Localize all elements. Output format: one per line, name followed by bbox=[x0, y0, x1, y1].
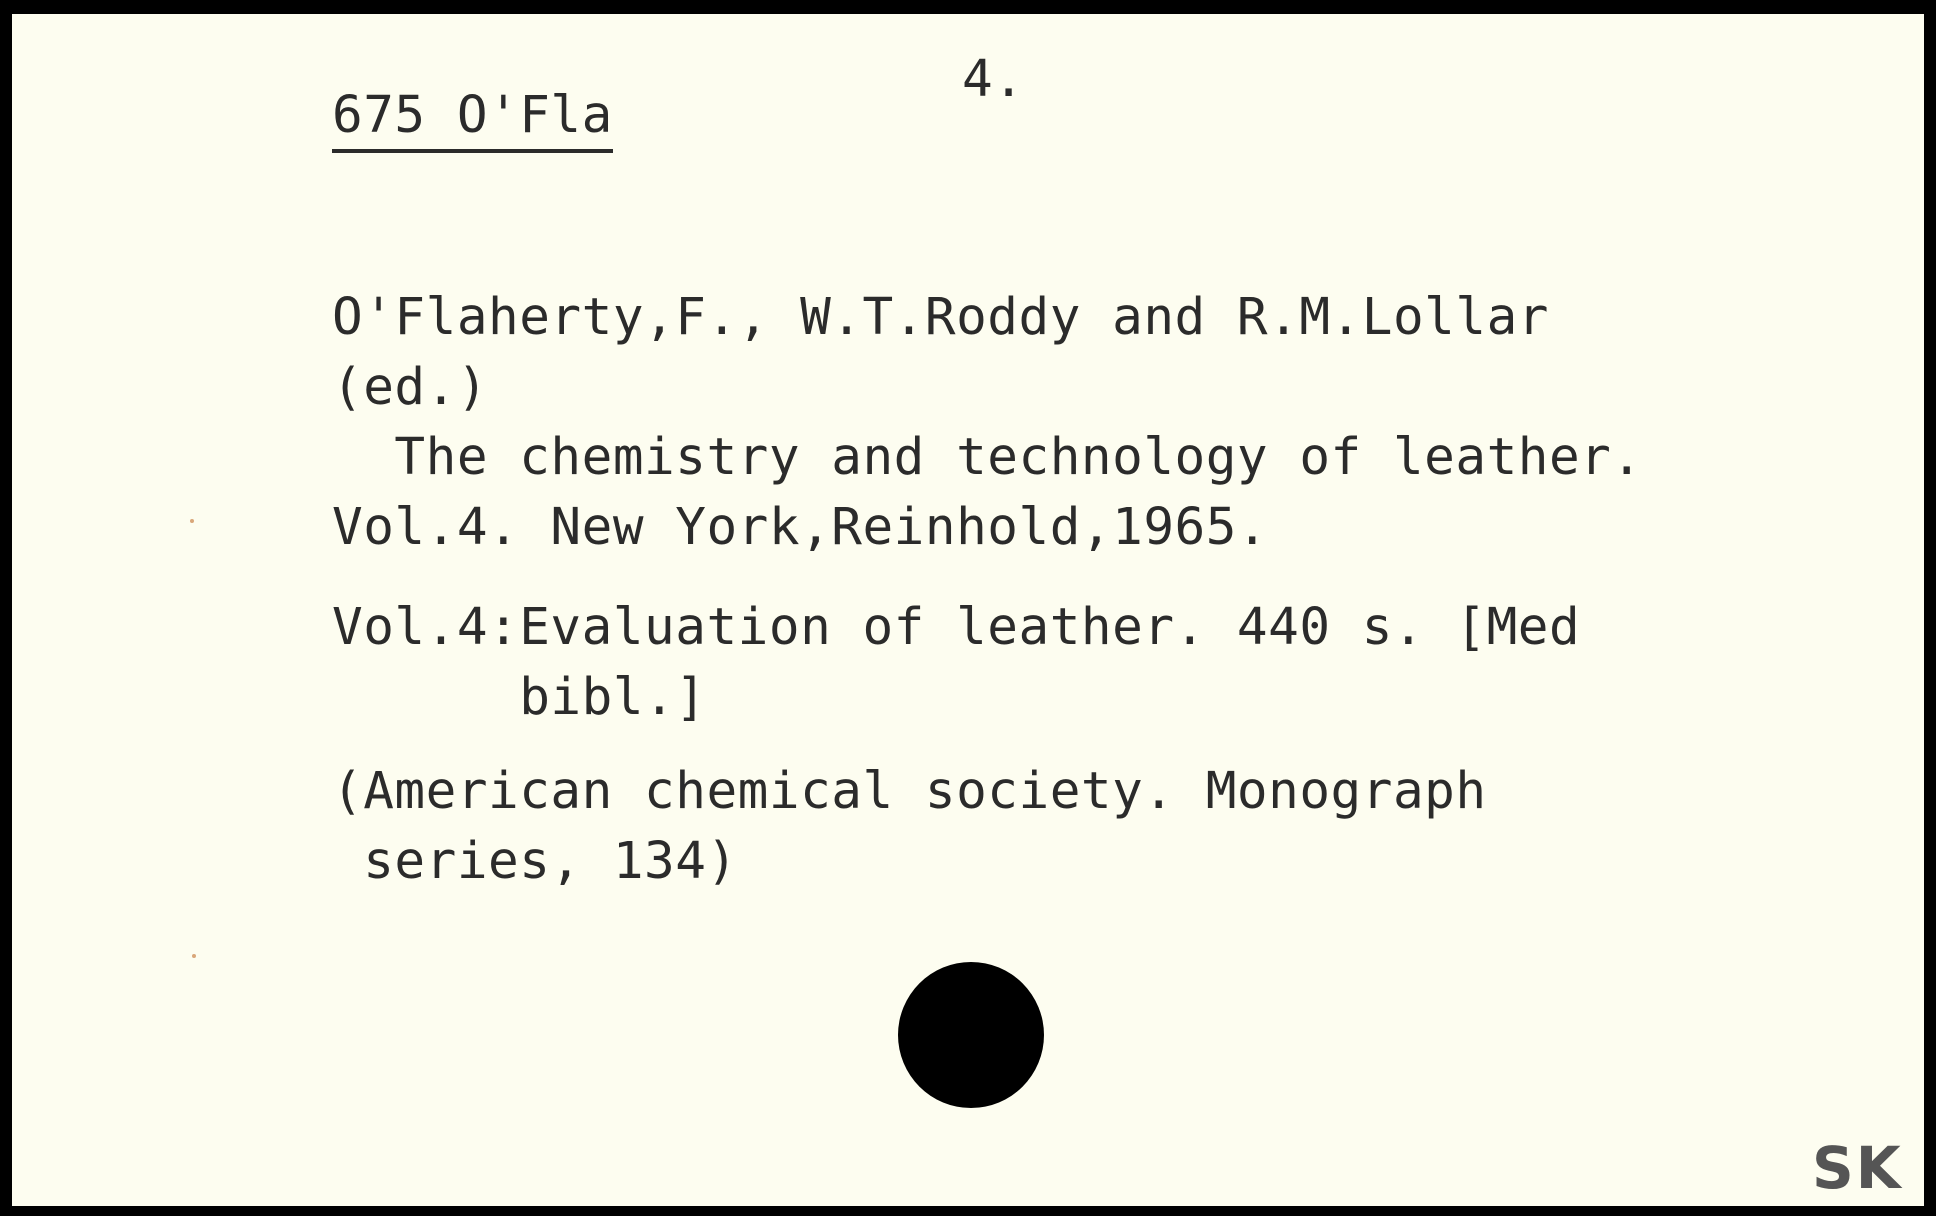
paper-speck bbox=[190, 519, 194, 523]
imprint-line: Vol.4. New York,Reinhold,1965. bbox=[332, 498, 1269, 557]
library-stamp: SK bbox=[1812, 1134, 1903, 1202]
volume-contents-line: Vol.4:Evaluation of leather. 440 s. [Med bbox=[332, 598, 1581, 657]
series-line: (American chemical society. Monograph bbox=[332, 762, 1487, 821]
call-number: 675 O'Fla bbox=[332, 90, 613, 153]
catalog-card bbox=[12, 14, 1924, 1206]
series-continuation: series, 134) bbox=[332, 832, 738, 891]
volume-marker: 4. bbox=[962, 50, 1025, 109]
paper-speck bbox=[192, 954, 196, 958]
title-line: The chemistry and technology of leather. bbox=[332, 428, 1643, 487]
author-line: O'Flaherty,F., W.T.Roddy and R.M.Lollar bbox=[332, 288, 1549, 347]
punch-hole bbox=[898, 962, 1044, 1108]
volume-contents-continuation: bibl.] bbox=[332, 668, 707, 727]
editor-note: (ed.) bbox=[332, 358, 489, 417]
